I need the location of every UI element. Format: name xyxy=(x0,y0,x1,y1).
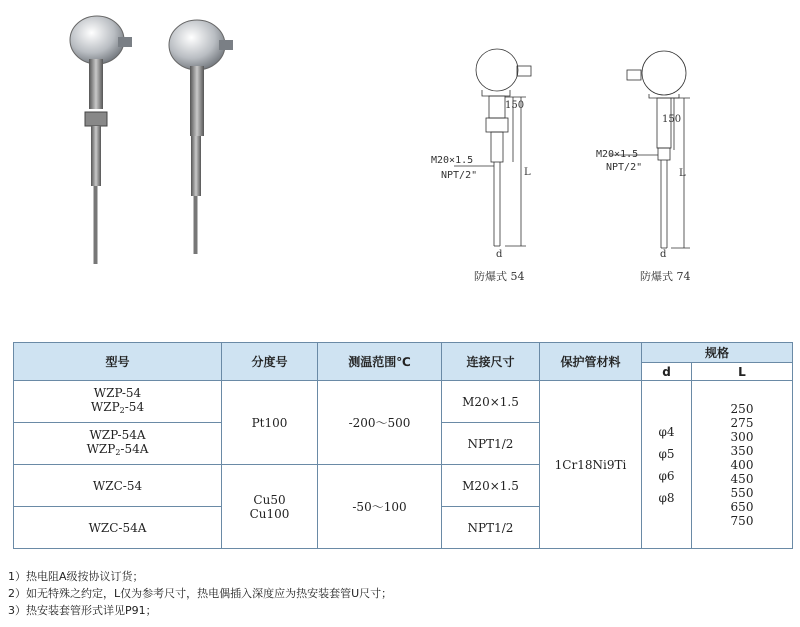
dim-150-left: 150 xyxy=(505,100,525,111)
thread1-left: M20×1.5 xyxy=(431,155,474,166)
model-text: $WZP_2-54A$ xyxy=(86,441,149,457)
L-value: 550 xyxy=(730,485,754,500)
cell-range-cu: -50～100 xyxy=(318,465,442,549)
cell-graduation-cu xyxy=(222,465,318,549)
caption-left: 防爆式 54 xyxy=(474,270,525,283)
model-text: $WZP_2-54$ xyxy=(90,399,145,415)
table-row xyxy=(14,381,793,423)
header-spec: 规格 xyxy=(642,343,793,363)
footnote: 1）热电阻A级按协议订货； xyxy=(8,570,144,583)
L-value: 300 xyxy=(730,429,754,444)
dim-L-right: L xyxy=(679,168,686,179)
header-graduation: 分度号 xyxy=(222,343,318,381)
cell-material: 1Cr18Ni9Ti xyxy=(540,381,642,549)
d-value: φ6 xyxy=(658,468,675,483)
product-photos xyxy=(0,0,260,275)
drawing-explosion-proof-54 xyxy=(454,49,531,246)
cell-model xyxy=(14,423,222,465)
model-text: WZP-54A xyxy=(89,427,146,442)
cell-connection: NPT1/2 xyxy=(442,507,540,549)
header-range: 测温范围℃ xyxy=(318,343,442,381)
L-value: 350 xyxy=(730,443,754,458)
L-value: 650 xyxy=(730,499,754,514)
d-value: φ5 xyxy=(658,446,675,461)
cell-connection: NPT1/2 xyxy=(442,423,540,465)
dim-150-right: 150 xyxy=(662,114,682,125)
cell-model xyxy=(14,381,222,423)
spec-table xyxy=(13,342,793,549)
thread2-right: NPT/2" xyxy=(606,162,643,173)
L-value: 450 xyxy=(730,471,754,486)
graduation-text: Cu50 xyxy=(253,492,286,507)
header-material: 保护管材料 xyxy=(540,343,642,381)
L-value: 275 xyxy=(730,415,754,430)
d-value: φ4 xyxy=(658,424,675,439)
cell-model: WZC-54 xyxy=(14,465,222,507)
cell-model: WZC-54A xyxy=(14,507,222,549)
cell-d-values xyxy=(642,381,692,549)
photo-sensor-54 xyxy=(70,16,132,264)
footnotes xyxy=(8,568,392,619)
thread2-left: NPT/2" xyxy=(441,170,478,181)
L-value: 250 xyxy=(730,401,754,416)
cell-connection: M20×1.5 xyxy=(442,381,540,423)
cell-graduation-pt: Pt100 xyxy=(222,381,318,465)
header-d: d xyxy=(642,363,692,381)
L-value: 750 xyxy=(730,513,754,528)
L-value: 400 xyxy=(730,457,754,472)
caption-right: 防爆式 74 xyxy=(640,270,691,283)
dim-d-right: d xyxy=(660,249,667,260)
dim-L-left: L xyxy=(524,167,531,178)
footnote: 3）热安装套管形式详见P91； xyxy=(8,604,157,617)
cell-range-pt: -200～500 xyxy=(318,381,442,465)
header-L: L xyxy=(692,363,793,381)
header-model: 型号 xyxy=(14,343,222,381)
model-text: WZP-54 xyxy=(93,385,142,400)
cell-connection: M20×1.5 xyxy=(442,465,540,507)
footnote: 2）如无特殊之约定，L仅为参考尺寸，热电偶插入深度应为热安装套管U尺寸； xyxy=(8,587,393,600)
thread1-right: M20×1.5 xyxy=(596,149,639,160)
dim-d-left: d xyxy=(496,249,503,260)
photo-sensor-74 xyxy=(169,20,233,254)
d-value: φ8 xyxy=(658,490,675,505)
header-connection: 连接尺寸 xyxy=(442,343,540,381)
cell-L-values xyxy=(692,381,793,549)
graduation-text: Cu100 xyxy=(249,506,290,521)
